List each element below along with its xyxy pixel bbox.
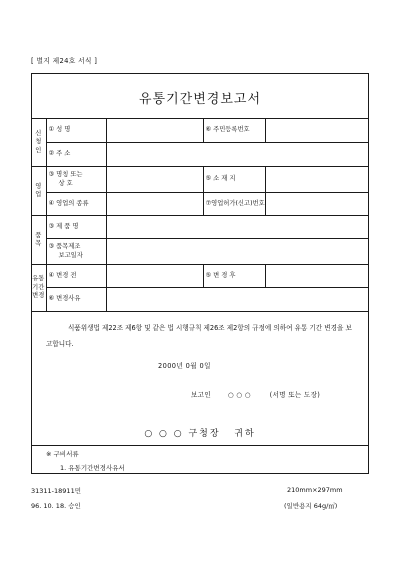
- before-field[interactable]: [106, 265, 203, 288]
- reason-label: ⑥ 변경사유: [46, 288, 106, 312]
- section-business-label: 영 업: [31, 167, 46, 216]
- form-number-label: [ 별지 제24호 서식 ]: [31, 57, 98, 65]
- section-product-label: 품 목: [31, 216, 46, 265]
- attachment-item: 1. 유통기간변경사유서: [60, 464, 125, 472]
- footer-form-no: 31311-18911민: [31, 487, 81, 495]
- table-row: [31, 216, 369, 239]
- product-name-label: ③ 제 품 명: [46, 216, 106, 239]
- footer-size: 210mm×297mm: [287, 486, 343, 494]
- addressee-name: ○ ○ ○ 구청장: [144, 429, 221, 439]
- mfg-date-label: ③ 품목제조 보고일자: [46, 239, 106, 265]
- footer-approval: 96. 10. 18. 승인: [31, 502, 81, 510]
- license-no-field[interactable]: [265, 193, 369, 216]
- statement-text: 식품위생법 제22조 제6항 및 같은 법 시행규칙 제26조 제2항의 규정에 의하여 유통 기간 변경을 보고합니다.: [46, 324, 352, 348]
- table-row: [31, 265, 369, 288]
- section-applicant-label: 신 청 인: [31, 119, 46, 167]
- attachments-title: ※ 구비서류: [46, 450, 79, 458]
- table-row: [31, 288, 369, 312]
- trade-name-label: ③ 명칭 또는 상 호: [46, 167, 106, 193]
- location-field[interactable]: [265, 167, 369, 193]
- after-field[interactable]: [265, 265, 369, 288]
- reporter-line: [191, 389, 320, 399]
- mfg-date-field[interactable]: [106, 239, 369, 265]
- table-row: [31, 167, 369, 193]
- name-field[interactable]: [106, 119, 203, 143]
- report-date: 2000년 0월 0일: [158, 362, 211, 370]
- table-row: [31, 143, 369, 167]
- reason-field[interactable]: [106, 288, 369, 312]
- product-name-field[interactable]: [106, 216, 369, 239]
- resident-no-label: ⑥ 주민등록번호: [203, 119, 265, 143]
- reporter-sign: (서명 또는 도장): [269, 391, 321, 399]
- addressee-suffix: 귀하: [234, 429, 256, 439]
- table-row: [31, 239, 369, 265]
- trade-name-field[interactable]: [106, 167, 203, 193]
- footer-paper: (일반용지 64g/㎡): [284, 502, 338, 510]
- section-period-label: 유통 기간 변경: [31, 265, 46, 312]
- license-no-label: ⑦영업허가(신고)번호: [203, 193, 265, 216]
- name-label: ① 성 명: [46, 119, 106, 143]
- business-type-label: ④ 영업의 종류: [46, 193, 106, 216]
- after-label: ⑤ 변 경 후: [203, 265, 265, 288]
- business-type-field[interactable]: [106, 193, 203, 216]
- before-label: ④ 변경 전: [46, 265, 106, 288]
- resident-no-field[interactable]: [265, 119, 369, 143]
- table-row: [31, 119, 369, 143]
- reporter-label: 보고인: [191, 391, 212, 399]
- table-row: [31, 193, 369, 216]
- location-label: ⑤ 소 재 지: [203, 167, 265, 193]
- form-title: 유통기간변경보고서: [138, 92, 262, 107]
- addressee: [31, 426, 369, 439]
- report-form-table: [31, 118, 369, 312]
- address-field[interactable]: [106, 143, 369, 167]
- address-label: ② 주 소: [46, 143, 106, 167]
- reporter-name[interactable]: ○ ○ ○: [227, 391, 251, 399]
